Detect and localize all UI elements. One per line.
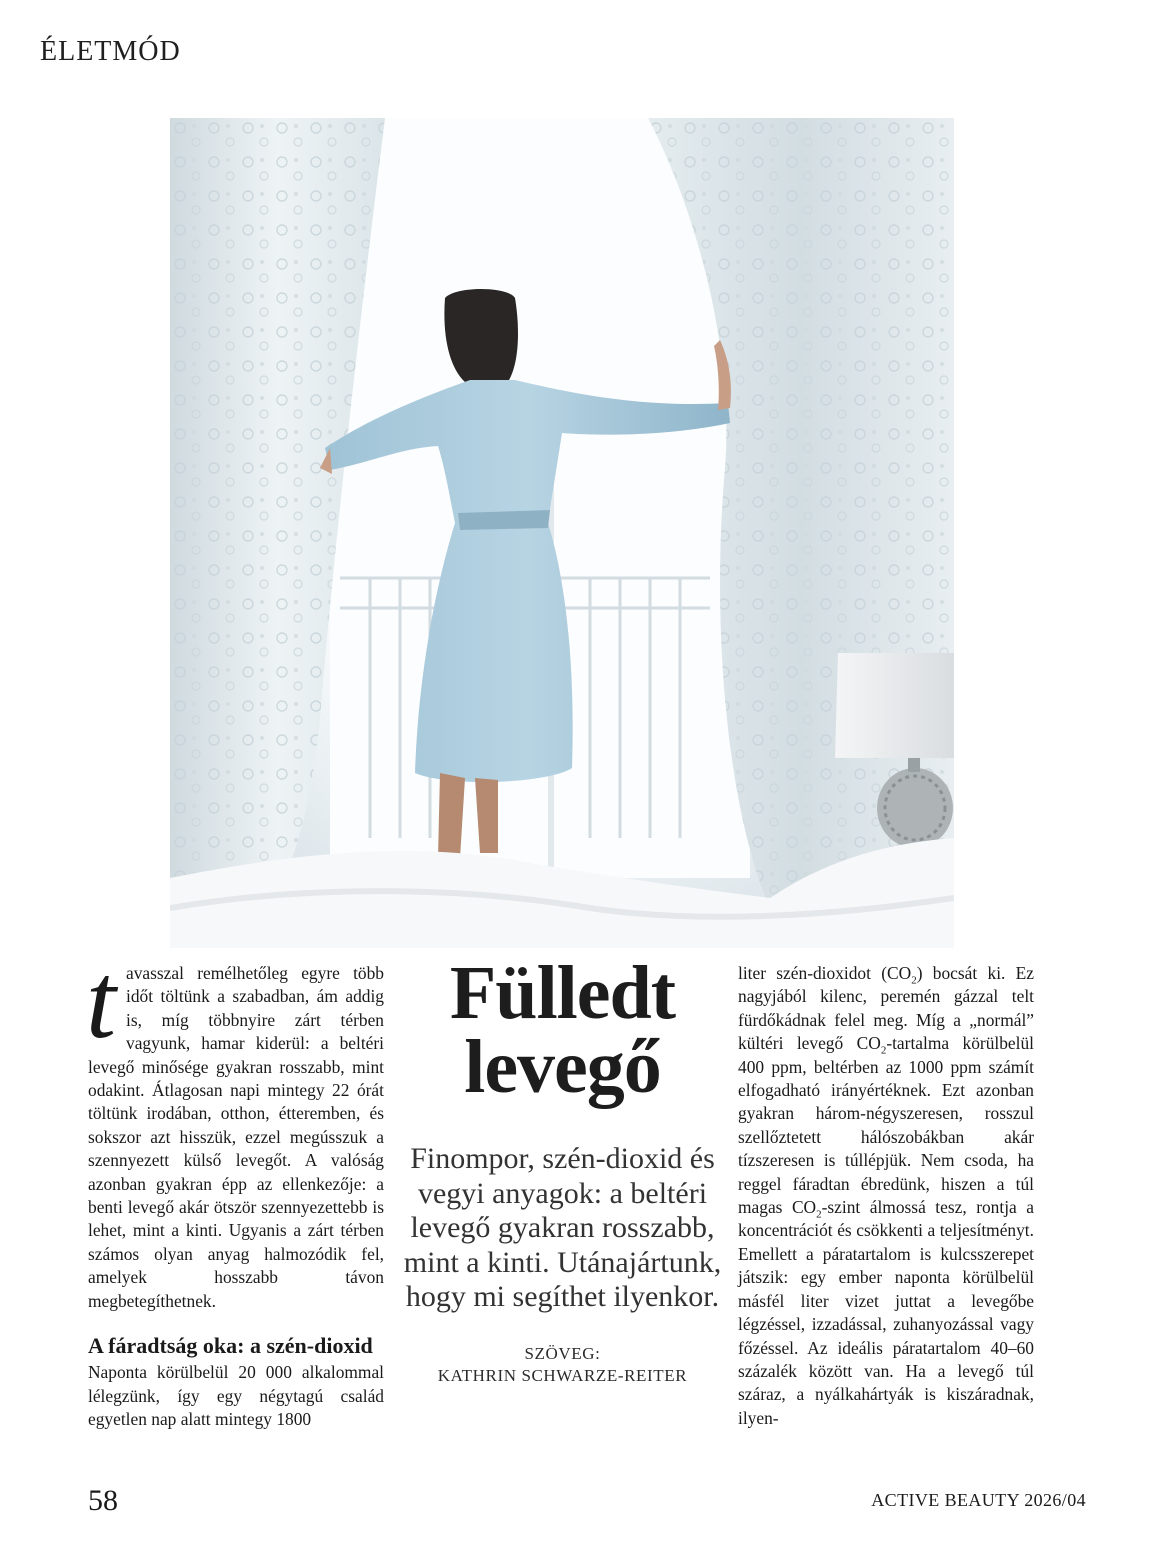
byline (400, 1343, 725, 1387)
article-column-right (738, 962, 1034, 1430)
right-text-1: liter szén-dioxidot (CO (738, 963, 912, 983)
right-text-4: -szint álmossá tesz, rontja a koncentrációt és csökkenti a teljesítményt. Emellett a páratartalom is kulcsszerepet játszik: egy ember naponta körülbelül másfél liter vizet juttat a levegőbe légzéssel, izzadással, zuhanyozással vagy főzéssel. Az ideális páratartalom 40–60 százalék között van. Ha a levegő túl száraz, a nyálkahártyák is kiszáradnak, ilyen- (738, 1197, 1034, 1428)
co2-subscript: 2 (880, 1044, 887, 1057)
hero-photo (170, 118, 954, 948)
intro-paragraph: avasszal remélhetőleg egyre több időt töltünk a szabadban, ám addig is, míg többnyire zárt térben vagyunk, hamar kiderül: a beltéri levegő minősége gyakran rosszabb, mint odakint. Átlagosan napi mintegy 22 órát töltünk irodában, otthon, étteremben, és sokszor azt hisszük, ezzel megússzuk a szennyezett külső levegőt. A valóság azonban gyakran épp az ellenkezője: a benti levegő akár ötször szennyezettebb is lehet, mint a kinti. Ugyanis a zárt térben számos olyan anyag halmozódik fel, amelyek hosszabb távon megbetegíthetnek. (88, 963, 384, 1311)
co2-subscript: 2 (816, 1208, 822, 1221)
byline-author: KATHRIN SCHWARZE-REITER (437, 1365, 688, 1385)
drop-cap: t (86, 942, 117, 1061)
deck-text: Finompor, szén-dioxid és vegyi anyagok: a beltéri levegő gyakran rosszabb, mint a kinti. Utánajártunk, hogy mi segíthet ilyenkor. (403, 1142, 722, 1313)
subheading-paragraph: Naponta körülbelül 20 000 alkalommal lélegzünk, így egy négytagú család egyetlen nap alatt mintegy 1800 (88, 1362, 384, 1429)
headline (400, 951, 725, 1109)
headline-line-1: Fülledt (449, 951, 676, 1035)
section-label: ÉLETMÓD (40, 36, 181, 67)
page-number: 58 (88, 1484, 118, 1517)
article-column-left (86, 942, 384, 1431)
title-block (400, 951, 725, 1387)
magazine-issue: ACTIVE BEAUTY 2026/04 (871, 1490, 1086, 1510)
headline-line-2: levegő (464, 1025, 661, 1109)
byline-label: SZÖVEG: (524, 1343, 601, 1363)
co2-subscript: 2 (911, 974, 917, 987)
subheading: A fáradtság oka: a szén-dioxid (88, 1333, 373, 1359)
right-text-2: ) bocsát ki. Ez nagyjából kilenc, peremén gázzal telt fürdőkádnak felel meg. Míg a „normál” kültéri levegő CO (738, 963, 1034, 1054)
right-text-3: -tartalma körülbelül 400 ppm, beltérben az 1000 ppm számít elfogadható irányértéknek. Ezt azonban gyakran három-négyszeresen, rosszul szellőztetett hálószobákban akár tízszeresen is túllépjük. Nem csoda, ha reggel fáradtan ébredünk, hiszen a túl magas CO (738, 1033, 1035, 1218)
